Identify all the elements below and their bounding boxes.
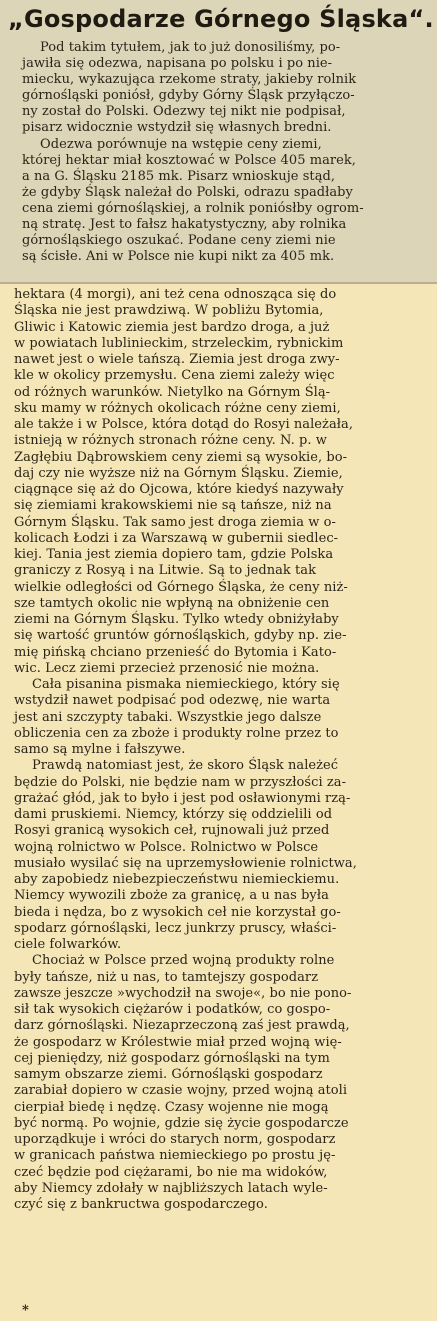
text-line: Pod takim tytułem, jak to już donosiliśmy, po- [40, 40, 341, 55]
text-line: jawiła się odezwa, napisana po polsku i po nie- [22, 56, 333, 72]
text-line: samo są mylne i fałszywe. [14, 742, 186, 757]
text-line: bieda i nędza, bo z wysokich ceł nie korzystał go- [14, 904, 341, 920]
text-line: ciągnące się aż do Ojcowa, które kiedyś nazywały [14, 482, 344, 497]
text-line: się ziemiami krakowskiemi nie są tańsze, niż na [14, 498, 332, 514]
text-line: były tańsze, niż u nas, to tamtejszy gospodarz [14, 969, 319, 985]
text-line: uporządkuje i wróci do starych norm, gospodarz [14, 1132, 336, 1147]
text-line: będzie do Polski, nie będzie nam w przyszłości za- [14, 774, 347, 790]
text-line: jest ani szczypty tabaki. Wszystkie jego dalsze [14, 709, 322, 725]
text-line: że gdyby Śląsk należał do Polski, odrazu spadłaby [22, 184, 353, 200]
text-line: dami pruskiemi. Niemcy, którzy się oddzielili od [14, 807, 333, 822]
text-line: Rosyi granicą wysokich ceł, rujnowali już przed [14, 823, 330, 839]
text-line: Śląska nie jest prawdziwą. W pobliżu Bytomia, [14, 303, 324, 319]
text-line: darz górnośląski. Niezaprzeczoną zaś jest prawdą, [14, 1018, 350, 1034]
text-line: są ścisłe. Ani w Polsce nie kupi nikt za 405 mk. [22, 249, 335, 265]
text-line: w granicach państwa niemieckiego po prostu ję- [14, 1148, 336, 1164]
text-line: hektara (4 morgi), ani też cena odnosząca się do [14, 287, 337, 302]
text-line: czyć się z bankructwa gospodarczego. [14, 1197, 268, 1212]
text-line: Gliwic i Katowic ziemia jest bardzo droga, a już [14, 319, 330, 335]
text-line: nawet jest o wiele tańszą. Ziemia jest droga zwy- [14, 352, 340, 367]
text-line: wic. Lecz ziemi przecież przenosić nie można. [14, 660, 320, 676]
text-line: Cała pisanina pismaka niemieckiego, który się [32, 677, 340, 692]
text-line: się wartość gruntów górnośląskich, gdyby np. zie- [14, 628, 347, 644]
text-line: a na G. Śląsku 2185 mk. Pisarz wnioskuje stąd, [22, 168, 336, 184]
text-line: od różnych warunków. Nietylko na Górnym Ślą- [14, 384, 331, 400]
text-line: Prawdą natomiast jest, że skoro Śląsk należeć [32, 758, 339, 774]
text-line: grażać głód, jak to było i jest pod osławionymi rzą- [14, 790, 351, 806]
text-line: spodarz górnośląski, lecz junkrzy pruscy, właści- [14, 920, 337, 936]
text-line: ziemi na Górnym Śląsku. Tylko wtedy obniżyłaby [14, 612, 339, 627]
text-line: sił tak wysokich ciężarów i podatków, co gospo- [14, 1002, 331, 1017]
text-line: ale także i w Polsce, która dotąd do Rosyi należała, [14, 417, 353, 432]
text-line: istnieją w różnych stronach różne ceny. N. p. w [14, 433, 327, 449]
text-line: Odezwa porównuje na wstępie ceny ziemi, [40, 136, 322, 152]
text-line: Chociaż w Polsce przed wojną produkty rolne [32, 953, 335, 969]
text-line: której hektar miał kosztować w Polsce 405 marek, [22, 152, 356, 168]
intro-paragraphs [22, 40, 430, 265]
text-line: górnośląski poniósł, gdyby Górny Śląsk przyłączo- [22, 88, 355, 104]
text-line: wielkie odległości od Górnego Śląska, że ceny niż- [14, 579, 348, 595]
text-line: sku mamy w różnych okolicach różne ceny ziemi, [14, 400, 341, 416]
text-line: cej pieniędzy, niż gospodarz górnośląski na tym [14, 1050, 330, 1066]
text-line: Niemcy wywozili zboże za granicę, a u nas była [14, 888, 329, 904]
text-line: ciele folwarków. [14, 937, 122, 952]
text-line: miecku, wykazująca rzekome straty, jakieby rolnik [22, 72, 357, 88]
text-line: kolicach Łodzi i za Warszawą w gubernii siedlec- [14, 530, 339, 546]
text-line: daj czy nie wyższe niż na Górnym Śląsku. Ziemie, [14, 465, 343, 481]
text-line: w powiatach lublinieckim, strzeleckim, rybnickim [14, 335, 344, 351]
text-line: cena ziemi górnośląskiej, a rolnik poniósłby ogrom- [22, 200, 364, 216]
text-line: obliczenia cen za zboże i produkty rolne przez to [14, 725, 339, 741]
text-line: Górnym Śląsku. Tak samo jest droga ziemia w o- [14, 514, 336, 530]
text-line: być normą. Po wojnie, gdzie się życie gospodarcze [14, 1115, 349, 1131]
text-line: kle w okolicy przemysłu. Cena ziemi zależy więc [14, 368, 335, 384]
text-line: samym obszarze ziemi. Górnośląski gospodarz [14, 1067, 323, 1082]
text-line: sze tamtych okolic nie wpłyną na obniżenie cen [14, 595, 330, 611]
body-paragraphs [14, 287, 432, 1213]
text-line: czeć będzie pod ciężarami, bo nie ma widoków, [14, 1164, 328, 1180]
text-line: zawsze jeszcze »wychodził na swoje«, bo nie pono- [14, 985, 352, 1001]
article-body-section [0, 284, 437, 1321]
text-line: wojną rolnictwo w Polsce. Rolnictwo w Polsce [14, 839, 319, 855]
text-line: cierpiał biedę i nędzę. Czasy wojenne nie mogą [14, 1099, 329, 1115]
text-line: musiało wysilać się na uprzemysłowienie rolnictwa, [14, 855, 357, 871]
article-title: „Gospodarze Górnego Śląska“. [8, 5, 434, 33]
closing-mark: * [22, 1303, 29, 1318]
text-line: kiej. Tania jest ziemia dopiero tam, gdzie Polska [14, 547, 334, 562]
text-line: górnośląskiego oszukać. Podane ceny ziemi nie [22, 233, 336, 249]
text-line: aby zapobiedz niebezpieczeństwu niemieckiemu. [14, 872, 340, 887]
text-line: pisarz widocznie wstydził się własnych bredni. [22, 120, 332, 136]
text-line: ny został do Polski. Odezwy tej nikt nie podpisał, [22, 104, 346, 120]
text-line: wstydził nawet podpisać pod odezwę, nie warta [14, 693, 331, 709]
text-line: aby Niemcy zdołały w najbliższych latach wyle- [14, 1180, 328, 1196]
text-line: ną stratę. Jest to fałsz hakatystyczny, aby rolnika [22, 217, 347, 233]
text-line: Zagłębiu Dąbrowskiem ceny ziemi są wysokie, bo- [14, 449, 348, 465]
text-line: że gospodarz w Królestwie miał przed wojną wię- [14, 1034, 342, 1050]
text-line: mię pińską chciano przenieść do Bytomia i Kato- [14, 644, 337, 660]
text-line: zarabiał dopiero w czasie wojny, przed wojną atoli [14, 1083, 348, 1099]
text-line: graniczy z Rosyą i na Litwie. Są to jednak tak [14, 563, 317, 579]
article-header-section [0, 0, 437, 284]
